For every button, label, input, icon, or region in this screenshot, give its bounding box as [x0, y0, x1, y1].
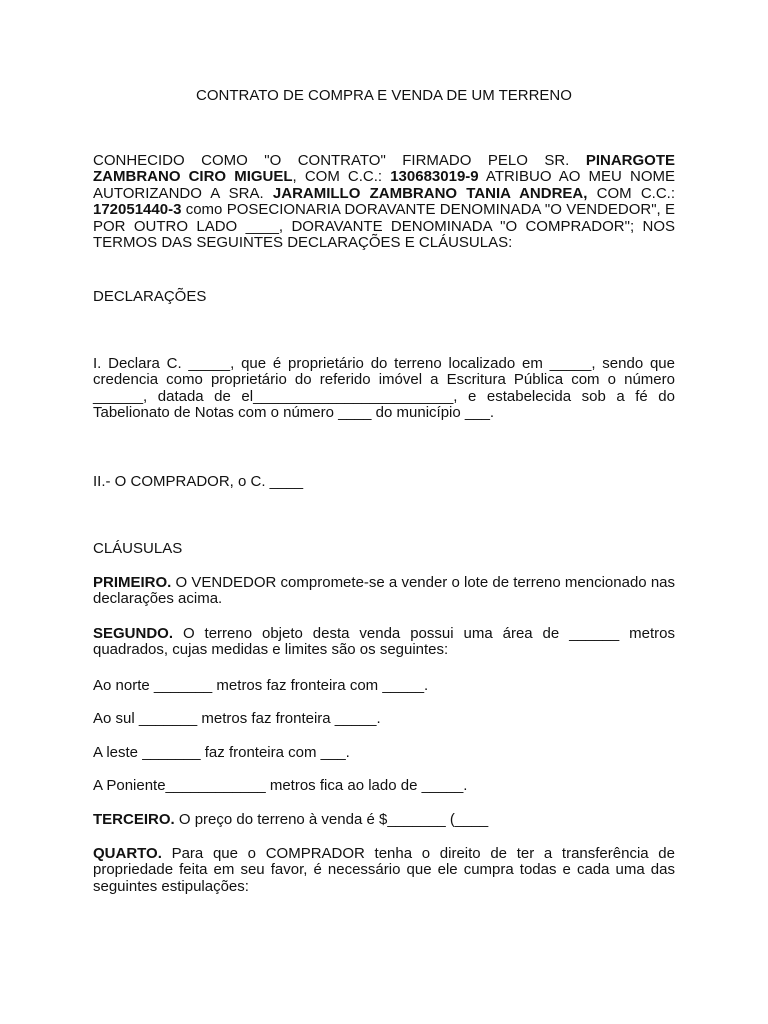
seller-id-number: 130683019-9	[390, 168, 479, 186]
clause-quarto-label: QUARTO.	[93, 845, 162, 862]
clausulas-heading: CLÁUSULAS	[93, 540, 183, 557]
intro-text-5: como POSECIONARIA DORAVANTE DENOMINADA "O VENDEDOR", E POR OUTRO LADO ____, DORAVANTE DENOMINADA "O COMPRADOR"; NOS TERMOS DAS SEGUINTES DECLARAÇÕES E CLÁUSULAS:	[93, 201, 675, 252]
boundary-leste: A leste _______ faz fronteira com ___.	[93, 744, 350, 761]
clause-segundo-text: O terreno objeto desta venda possui uma área de ______ metros quadrados, cujas medidas e limites são os seguintes:	[93, 625, 675, 659]
intro-text-2: , COM C.C.:	[292, 168, 391, 186]
clause-segundo-label: SEGUNDO.	[93, 625, 174, 642]
document-title: CONTRATO DE COMPRA E VENDA DE UM TERRENO	[196, 87, 572, 104]
intro-paragraph	[93, 153, 675, 251]
clause-primeiro-label: PRIMEIRO.	[93, 574, 172, 591]
authorized-id-number: 172051440-3	[93, 201, 182, 219]
clause-terceiro-text: O preço do terreno à venda é $_______ (____	[174, 811, 489, 828]
authorized-name: JARAMILLO ZAMBRANO TANIA ANDREA,	[272, 184, 588, 202]
clause-terceiro	[93, 812, 675, 828]
clause-quarto-text: Para que o COMPRADOR tenha o direito de ter a transferência de propriedade feita em seu favor, é necessário que ele cumpra todas e cada uma das seguintes estipulações:	[93, 845, 675, 895]
clause-segundo	[93, 626, 675, 659]
boundary-sul: Ao sul _______ metros faz fronteira _____.	[93, 710, 381, 727]
intro-text-1: CONHECIDO COMO "O CONTRATO" FIRMADO PELO SR.	[93, 152, 586, 169]
clause-primeiro	[93, 575, 675, 608]
declaracoes-heading: DECLARAÇÕES	[93, 288, 207, 305]
boundary-poniente: A Poniente____________ metros fica ao lado de _____.	[93, 777, 468, 794]
declaration-2: II.- O COMPRADOR, o C. ____	[93, 473, 304, 490]
clause-primeiro-text: O VENDEDOR compromete-se a vender o lote de terreno mencionado nas declarações acima.	[93, 574, 675, 608]
seller-name: PINARGOTE ZAMBRANO CIRO MIGUEL	[93, 152, 675, 186]
clause-quarto	[93, 846, 675, 895]
intro-text-4: COM C.C.:	[587, 184, 676, 202]
boundary-norte: Ao norte _______ metros faz fronteira com _____.	[93, 677, 429, 694]
declaration-1: I. Declara C. _____, que é proprietário do terreno localizado em _____, sendo que credencia como proprietário do referido imóvel a Escritura Pública com o número ______, datada de el________________________, e estabelecida sob a fé do Tabelionato de Notas com o número ____ do município ___.	[93, 355, 675, 422]
clause-terceiro-label: TERCEIRO.	[93, 811, 175, 828]
intro-text-3: ATRIBUO AO MEU NOME AUTORIZANDO A SRA.	[93, 168, 675, 202]
